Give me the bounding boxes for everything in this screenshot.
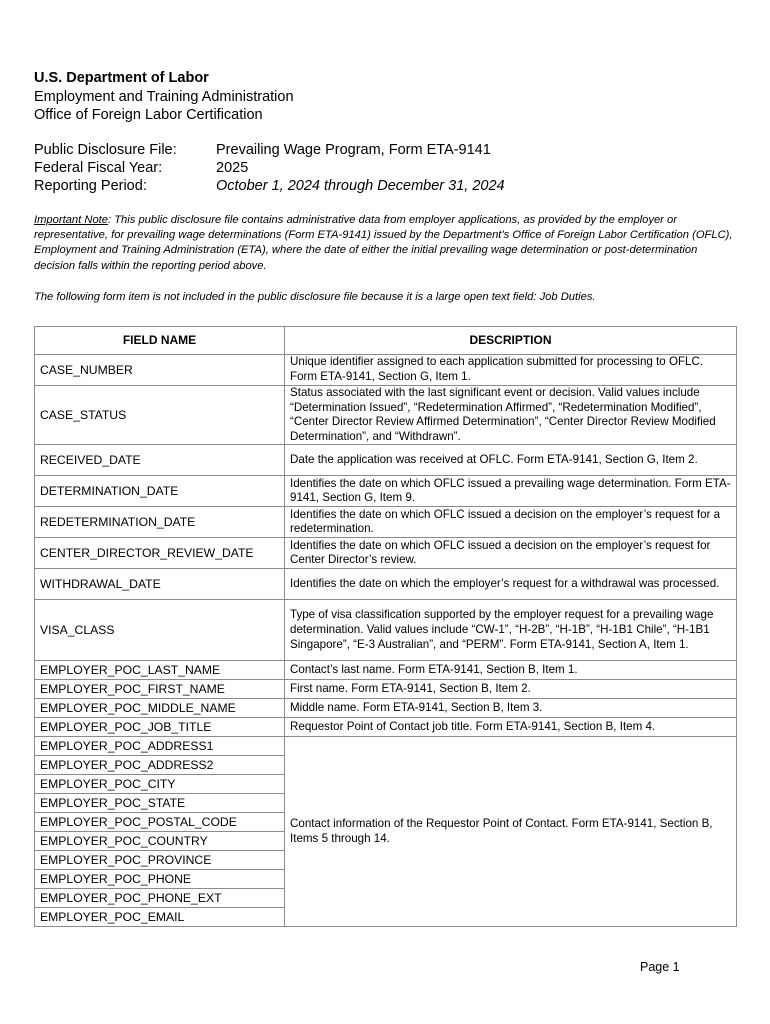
table-row (35, 538, 737, 569)
field-name-cell: EMPLOYER_POC_POSTAL_CODE (35, 813, 285, 832)
table-row (35, 699, 737, 718)
description-cell: Unique identifier assigned to each application submitted for processing to OFLC. Form ETA-9141, Section G, Item 1. (285, 355, 737, 386)
office-name: Office of Foreign Labor Certification (34, 107, 263, 123)
important-note-lead: Important Note (34, 214, 108, 226)
field-definitions-table (34, 326, 737, 927)
field-name-cell: DETERMINATION_DATE (35, 476, 285, 507)
description-cell: Requestor Point of Contact job title. Form ETA-9141, Section B, Item 4. (285, 718, 737, 737)
description-cell: Identifies the date on which the employer’s request for a withdrawal was processed. (285, 569, 737, 600)
field-name-header: FIELD NAME (35, 327, 285, 355)
field-name-cell: EMPLOYER_POC_PROVINCE (35, 851, 285, 870)
description-header: DESCRIPTION (285, 327, 737, 355)
field-name-cell: EMPLOYER_POC_JOB_TITLE (35, 718, 285, 737)
field-name-cell: REDETERMINATION_DATE (35, 507, 285, 538)
description-cell: Identifies the date on which OFLC issued a decision on the employer’s request for a redetermination. (285, 507, 737, 538)
contact-info-description-cell: Contact information of the Requestor Point of Contact. Form ETA-9141, Section B, Items 5 through 14. (285, 737, 737, 927)
administration-name: Employment and Training Administration (34, 88, 294, 105)
field-name-cell: EMPLOYER_POC_CITY (35, 775, 285, 794)
description-cell: Middle name. Form ETA-9141, Section B, Item 3. (285, 699, 737, 718)
fiscal-year-row (34, 159, 505, 177)
field-name-cell: EMPLOYER_POC_MIDDLE_NAME (35, 699, 285, 718)
fiscal-year-label: Federal Fiscal Year: (34, 160, 163, 176)
table-row (35, 680, 737, 699)
reporting-period-value: October 1, 2024 through December 31, 2024 (216, 178, 505, 194)
table-row (35, 661, 737, 680)
field-name-cell: EMPLOYER_POC_ADDRESS1 (35, 737, 285, 756)
table-row (35, 718, 737, 737)
field-name-cell: RECEIVED_DATE (35, 445, 285, 476)
description-cell: Status associated with the last significant event or decision. Valid values include “Determination Issued”, “Redetermination Affirmed”, “Redetermination Modified”, “Center Director Review Affirmed Determination”, “Center Director Review Modified Determination”, and “Withdrawn”. (285, 386, 737, 445)
field-name-cell: EMPLOYER_POC_EMAIL (35, 908, 285, 927)
description-cell: Date the application was received at OFLC. Form ETA-9141, Section G, Item 2. (285, 445, 737, 476)
table-row (35, 569, 737, 600)
file-metadata (34, 141, 505, 195)
field-name-cell: EMPLOYER_POC_PHONE_EXT (35, 889, 285, 908)
description-cell: Type of visa classification supported by the employer request for a prevailing wage determination. Valid values include “CW-1”, “H-2B”, “H-1B”, “H-1B1 Chile”, “H-1B1 Singapore”, “E-3 Australian”, and “PERM”. Form ETA-9141, Section A, Item 1. (285, 600, 737, 661)
file-row (34, 141, 505, 159)
table-row (35, 355, 737, 386)
agency-name: U.S. Department of Labor (34, 70, 209, 86)
important-note-text: : This public disclosure file contains administrative data from employer applications, as provided by the employer or representative, for prevailing wage determinations (Form ETA-9141) issued by the Department’s Office of Foreign Labor Certification (OFLC), Employment and Training Administration (ETA), where the date of either the initial prevailing wage determination or post-determination decision falls within the reporting period above. (34, 214, 733, 272)
page-number: Page 1 (640, 960, 680, 974)
description-cell: First name. Form ETA-9141, Section B, Item 2. (285, 680, 737, 699)
table-body (35, 355, 737, 927)
table-header-row (35, 327, 737, 355)
description-cell: Contact’s last name. Form ETA-9141, Section B, Item 1. (285, 661, 737, 680)
field-name-cell: EMPLOYER_POC_COUNTRY (35, 832, 285, 851)
table-row (35, 737, 737, 756)
table-row (35, 507, 737, 538)
field-name-cell: CENTER_DIRECTOR_REVIEW_DATE (35, 538, 285, 569)
excluded-field-note: The following form item is not included in the public disclosure file because it is a large open text field: Job Duties. (34, 291, 596, 303)
field-name-cell: CASE_NUMBER (35, 355, 285, 386)
reporting-period-row (34, 177, 505, 195)
description-cell: Identifies the date on which OFLC issued a prevailing wage determination. Form ETA-9141, Section G, Item 9. (285, 476, 737, 507)
important-note (34, 213, 734, 274)
reporting-period-label: Reporting Period: (34, 178, 147, 194)
field-name-cell: VISA_CLASS (35, 600, 285, 661)
table-row (35, 386, 737, 445)
table-row (35, 600, 737, 661)
table-row (35, 476, 737, 507)
field-name-cell: WITHDRAWAL_DATE (35, 569, 285, 600)
field-name-cell: CASE_STATUS (35, 386, 285, 445)
field-name-cell: EMPLOYER_POC_STATE (35, 794, 285, 813)
field-name-cell: EMPLOYER_POC_FIRST_NAME (35, 680, 285, 699)
fiscal-year-value: 2025 (216, 160, 249, 176)
file-label: Public Disclosure File: (34, 142, 177, 158)
field-name-cell: EMPLOYER_POC_PHONE (35, 870, 285, 889)
description-cell: Identifies the date on which OFLC issued a decision on the employer’s request for Center Director’s review. (285, 538, 737, 569)
document-header (34, 69, 294, 125)
field-name-cell: EMPLOYER_POC_LAST_NAME (35, 661, 285, 680)
file-value: Prevailing Wage Program, Form ETA-9141 (216, 142, 491, 158)
table-row (35, 445, 737, 476)
field-name-cell: EMPLOYER_POC_ADDRESS2 (35, 756, 285, 775)
